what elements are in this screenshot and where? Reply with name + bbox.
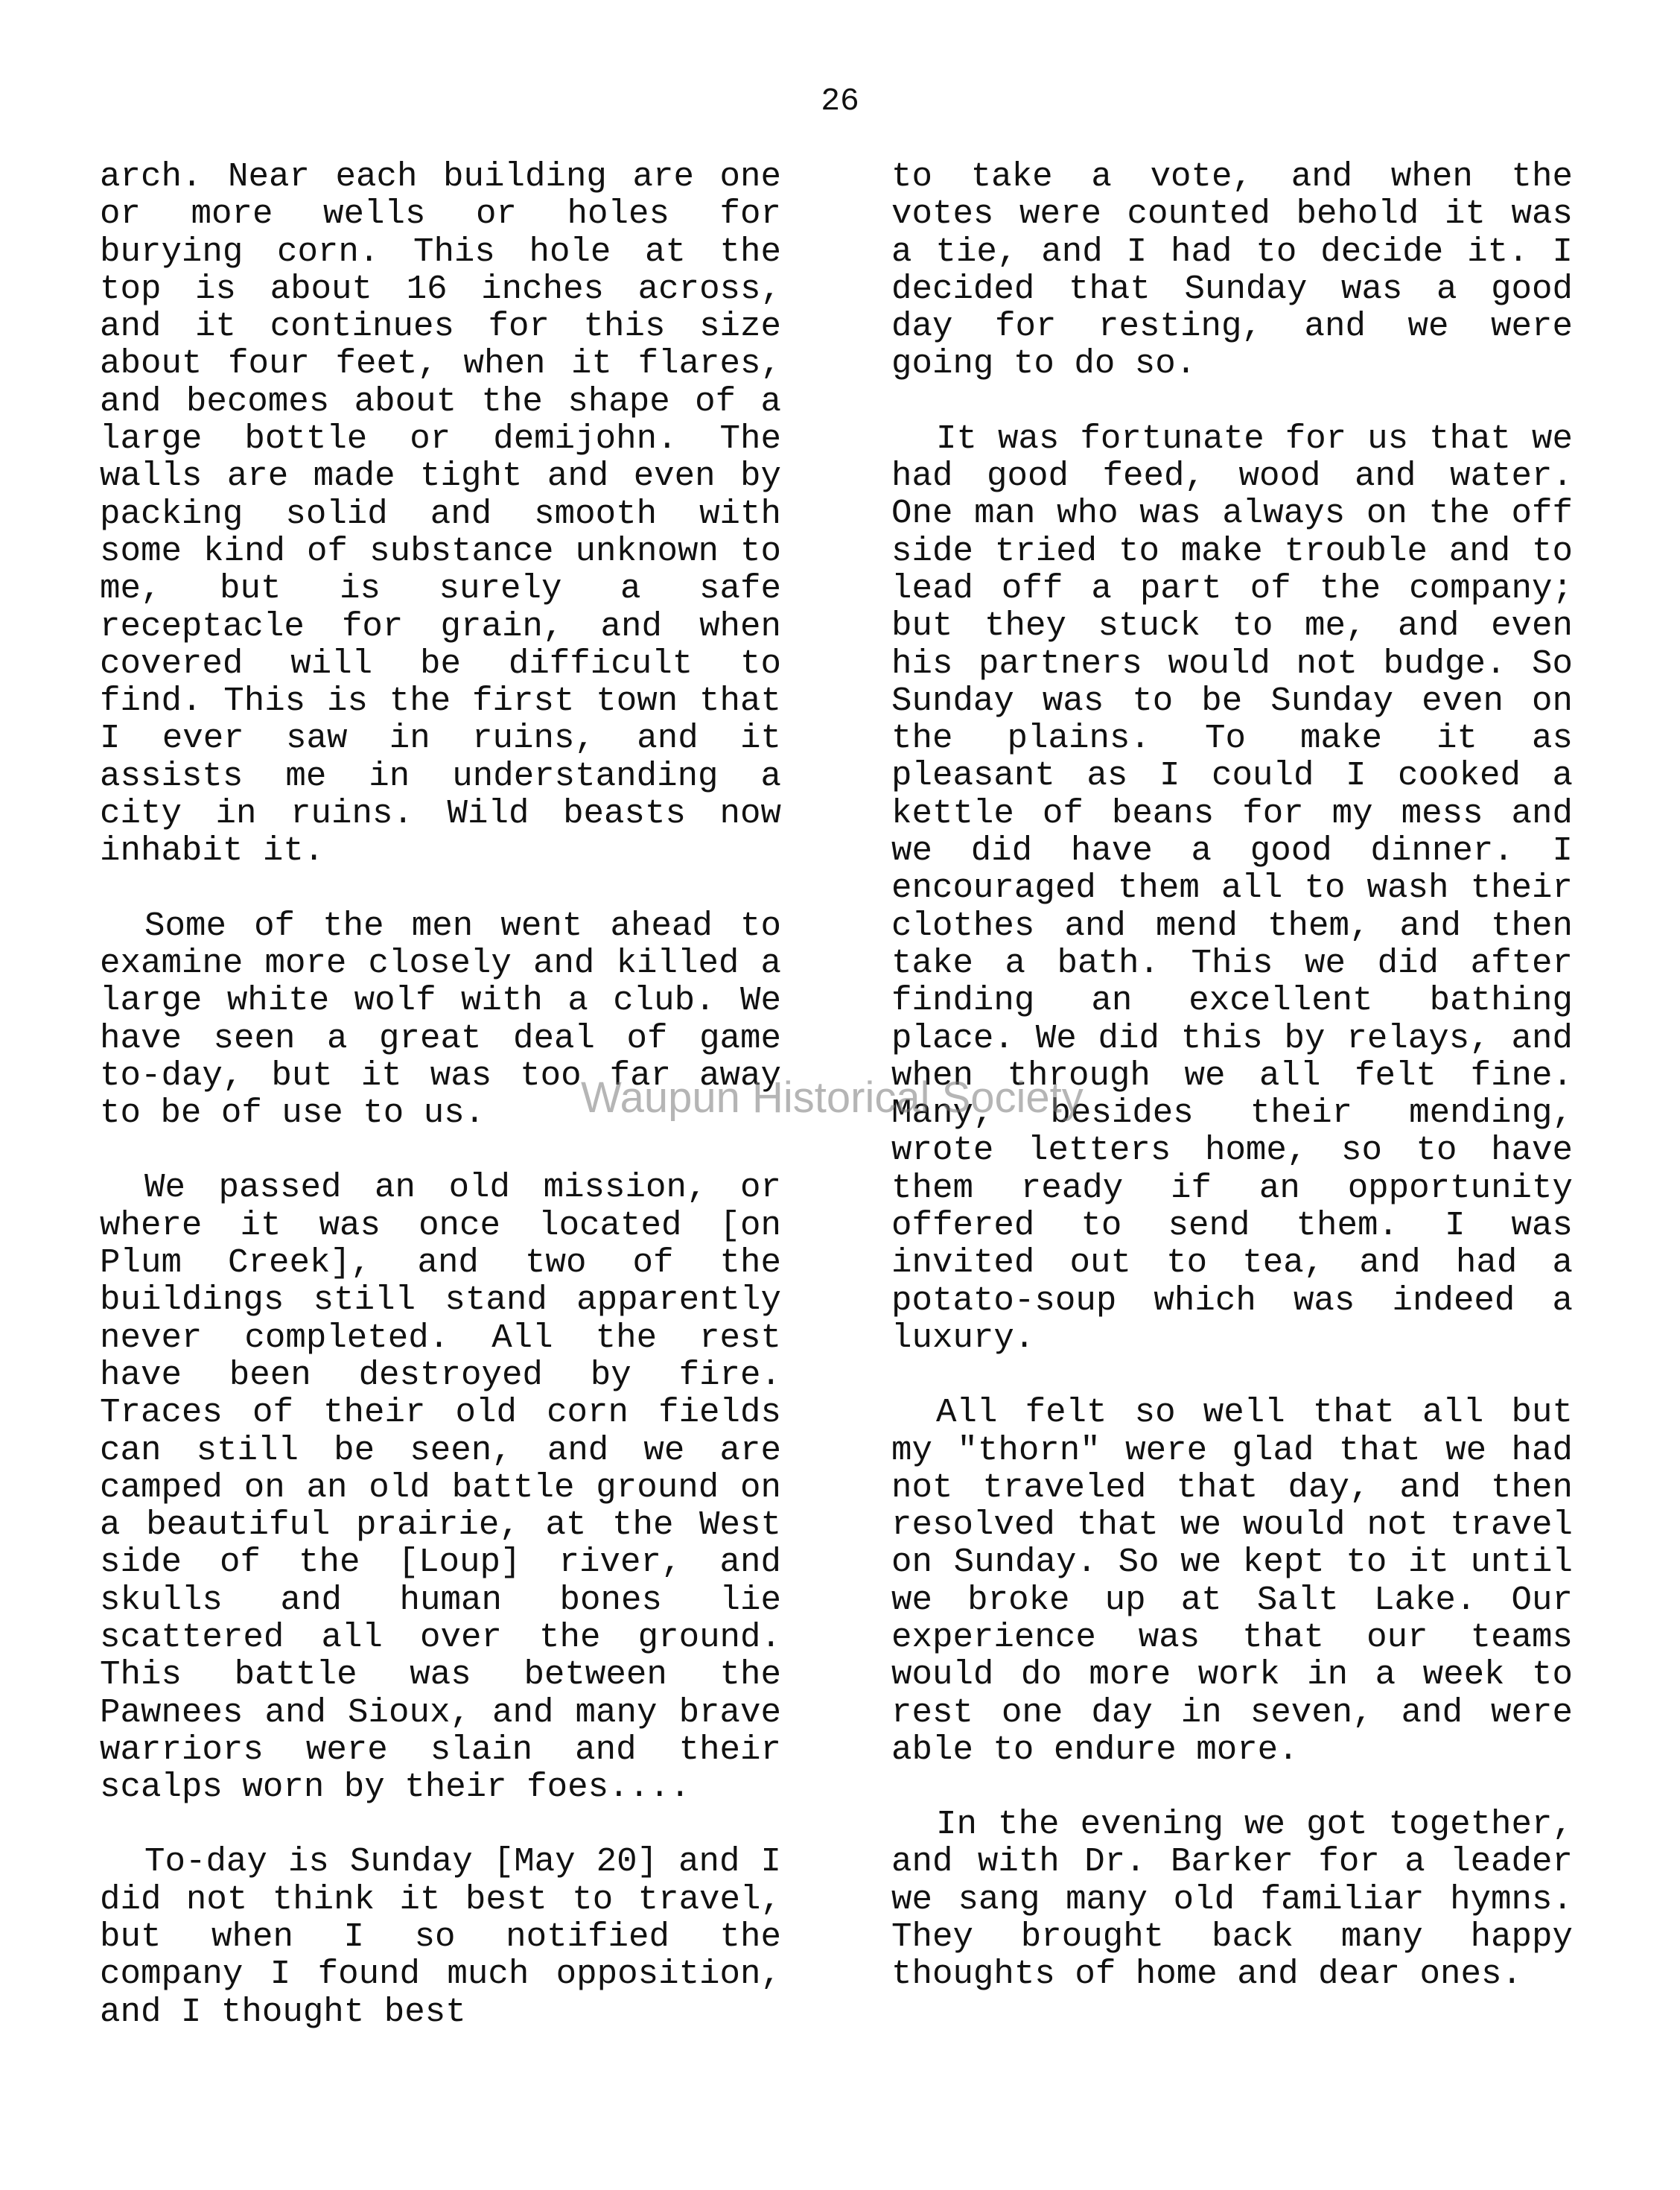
paragraph: Some of the men went ahead to examine more closely and killed a large white wolf with a club. We have seen a great deal of game to-day, but it was too far away to be of use to us.: [100, 906, 781, 1133]
paragraph: All felt so well that all but my "thorn" were glad that we had not traveled that day, and then resolved that we would not travel on Sunday. So we kept to it until we broke up at Salt Lake. Our experience was that our teams would do more work in a week to rest one day in seven, and were able to endure more.: [891, 1393, 1573, 1769]
left-column: [100, 158, 781, 2068]
paragraph: arch. Near each building are one or more wells or holes for burying corn. This hole at the top is about 16 inches across, and it continues for this size about four feet, when it flares, and becomes about the shape of a large bottle or demijohn. The walls are made tight and even by packing solid and smooth with some kind of substance unknown to me, but is surely a safe receptacle for grain, and when covered will be difficult to find. This is the first town that I ever saw in ruins, and it assists me in understanding a city in ruins. Wild beasts now inhabit it.: [100, 157, 781, 871]
paragraph: It was fortunate for us that we had good feed, wood and water. One man who was always on the off side tried to make trouble and to lead off a part of the company; but they stuck to me, and even his partners would not budge. So Sunday was to be Sunday even on the plains. To make it as pleasant as I could I cooked a kettle of beans for my mess and we did have a good dinner. I encouraged them all to wash their clothes and mend them, and then take a bath. This we did after finding an excellent bathing place. We did this by relays, and when through we all felt fine. Many, besides their mending, wrote letters home, so to have them ready if an opportunity offered to send them. I was invited out to tea, and had a potato-soup which was indeed a luxury.: [891, 419, 1573, 1357]
paragraph: In the evening we got together, and with Dr. Barker for a leader we sang many old familiar hymns. They brought back many happy thoughts of home and dear ones.: [891, 1805, 1573, 1994]
paragraph: to take a vote, and when the votes were counted behold it was a tie, and I had to decide it. I decided that Sunday was a good day for resting, and we were going to do so.: [891, 157, 1573, 384]
watermark: Waupun Historical Society: [581, 1073, 1084, 1122]
paragraph: To-day is Sunday [May 20] and I did not think it best to travel, but when I so notified the company I found much opposition, and I thought best: [100, 1842, 781, 2031]
right-column: [891, 158, 1573, 2031]
page-number: 26: [821, 83, 859, 119]
paragraph: We passed an old mission, or where it was once located [on Plum Creek], and two of the buildings still stand apparently never completed. All the rest have been destroyed by fire. Traces of their old corn fields can still be seen, and we are camped on an old battle ground on a beautiful prairie, at the West side of the [Loup] river, and skulls and human bones lie scattered all over the ground. This battle was between the Pawnees and Sioux, and many brave warriors were slain and their scalps worn by their foes....: [100, 1168, 781, 1807]
